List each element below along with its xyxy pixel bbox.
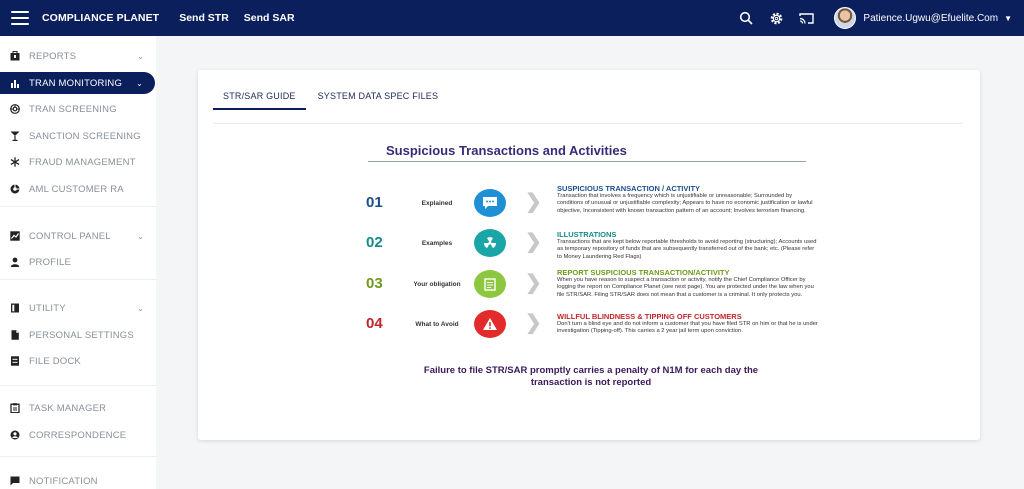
sidebar-item-label: FILE DOCK	[29, 355, 81, 367]
brand-title[interactable]: COMPLIANCE PLANET	[42, 12, 160, 24]
sidebar-item-label: TASK MANAGER	[29, 402, 107, 414]
row-description: Transaction that involves a frequency which is unjustifiable or unreasonable; Surrounded by conditions of unusual or unjustifiable complexity; Appears to have no economic justification or lawful objective, Inconsistent with known transaction pattern of an account; Involves terrorism financing.	[557, 193, 813, 214]
sidebar-item-label: NOTIFICATION	[29, 475, 98, 487]
sidebar-item-label: UTILITY	[29, 302, 66, 314]
sidebar-item-label: CONTROL PANEL	[29, 230, 111, 242]
chevron-right-icon: ❯	[525, 231, 542, 253]
document-icon	[474, 270, 506, 298]
sidebar-item-utility[interactable]	[0, 297, 156, 319]
chevron-right-icon: ❯	[525, 191, 542, 213]
sidebar-divider	[0, 279, 156, 280]
send-sar-link[interactable]: Send SAR	[243, 12, 295, 24]
aperture-icon	[10, 184, 20, 194]
chart-icon	[10, 78, 20, 88]
user-email[interactable]: Patience.Ugwu@Efuelite.Com	[863, 12, 999, 24]
person-icon	[10, 257, 20, 267]
chevron-down-icon[interactable]: ▼	[1004, 13, 1012, 23]
chevron-down-icon: ⌄	[137, 51, 144, 61]
row-description: Don't turn a blind eye and do not inform a customer that you have filed STR on him or that he is under investigation (Tipping-off). This carries a 2 year jail term upon conviction.	[557, 321, 818, 335]
sidebar-item-profile[interactable]	[0, 251, 156, 273]
send-str-link[interactable]: Send STR	[179, 12, 229, 24]
title-underline	[368, 161, 806, 162]
row-label: Explained	[421, 200, 453, 207]
sidebar-item-label: PROFILE	[29, 256, 72, 268]
row-description: Transactions that are kept below reportable thresholds to avoid reporting (structuring); Accounts used as temporary repository of funds that are subsequently transferred out of the bank; etc. (Please refer to Money Laundering Red Flags)	[557, 239, 817, 260]
sidebar-item-label: FRAUD MANAGEMENT	[29, 156, 136, 168]
sidebar-item-tran-monitoring[interactable]	[0, 72, 155, 94]
file-icon	[10, 330, 20, 340]
snowflake-icon	[10, 157, 20, 167]
row-heading: REPORT SUSPICIOUS TRANSACTION/ACTIVITY	[557, 268, 730, 277]
guide-card	[198, 70, 980, 440]
sidebar	[0, 36, 156, 489]
row-heading: WILLFUL BLINDNESS & TIPPING OFF CUSTOMERS	[557, 312, 742, 321]
row-number: 03	[366, 275, 383, 292]
row-number: 01	[366, 194, 383, 211]
sidebar-divider	[0, 456, 156, 457]
chat-bubble-icon	[474, 189, 506, 217]
top-bar-actions	[738, 0, 1024, 36]
aperture-icon	[10, 104, 20, 114]
sidebar-item-label: TRAN MONITORING	[29, 77, 123, 89]
chevron-down-icon: ⌄	[136, 78, 143, 88]
row-label: Your obligation	[413, 281, 461, 288]
sidebar-item-sanction-screening[interactable]	[0, 125, 156, 147]
tab-bar	[213, 85, 450, 110]
chat-icon	[10, 476, 20, 486]
archive-icon	[10, 356, 20, 366]
avatar[interactable]	[834, 7, 856, 29]
sidebar-item-label: AML CUSTOMER RA	[29, 183, 124, 195]
sidebar-item-label: TRAN SCREENING	[29, 103, 117, 115]
report-icon	[10, 51, 20, 61]
row-number: 04	[366, 315, 383, 332]
account-icon	[10, 430, 20, 440]
sidebar-item-aml-customer-ra[interactable]	[0, 178, 156, 200]
search-icon[interactable]	[738, 10, 754, 26]
row-heading: ILLUSTRATIONS	[557, 230, 617, 239]
tab-system-data-spec-files[interactable]: SYSTEM DATA SPEC FILES	[317, 91, 439, 101]
sidebar-item-task-manager[interactable]	[0, 397, 156, 419]
chevron-down-icon: ⌄	[137, 303, 144, 313]
glass-icon	[10, 131, 20, 141]
sidebar-item-label: CORRESPONDENCE	[29, 429, 127, 441]
sidebar-item-notification[interactable]	[0, 470, 156, 489]
sidebar-item-fraud-management[interactable]	[0, 151, 156, 173]
tab-str-sar-guide[interactable]: STR/SAR GUIDE	[213, 85, 306, 110]
chevron-right-icon: ❯	[525, 312, 542, 334]
infographic-title: Suspicious Transactions and Activities	[386, 143, 627, 158]
sidebar-item-file-dock[interactable]	[0, 350, 156, 372]
hamburger-menu-icon[interactable]	[11, 11, 29, 25]
row-heading: SUSPICIOUS TRANSACTION / ACTIVITY	[557, 184, 701, 193]
gear-icon[interactable]	[768, 10, 784, 26]
sidebar-item-reports[interactable]	[0, 45, 156, 67]
cast-icon[interactable]	[798, 10, 814, 26]
clipboard-icon	[10, 403, 20, 413]
sidebar-item-personal-settings[interactable]	[0, 324, 156, 346]
row-label: Examples	[421, 240, 453, 247]
row-description: When you have reason to suspect a transaction or activity, notify the Chief Compliance Officer by logging the report on Compliance Planet (see next page). You are protected under the law when you file STR/SAR. Filing STR/SAR does not mean that a customer is a criminal. It only protects you.	[557, 277, 814, 298]
sidebar-item-label: PERSONAL SETTINGS	[29, 329, 134, 341]
sidebar-item-label: SANCTION SCREENING	[29, 130, 141, 142]
sidebar-item-control-panel[interactable]	[0, 225, 156, 247]
row-label: What to Avoid	[415, 321, 459, 328]
radiation-icon	[474, 229, 506, 257]
book-icon	[10, 303, 20, 313]
chevron-right-icon: ❯	[525, 272, 542, 294]
top-bar	[0, 0, 1024, 36]
sidebar-divider	[0, 206, 156, 207]
sidebar-divider	[0, 385, 156, 386]
sidebar-item-correspondence[interactable]	[0, 424, 156, 446]
warning-icon	[474, 310, 506, 338]
chevron-down-icon: ⌄	[137, 231, 144, 241]
penalty-notice: Failure to file STR/SAR promptly carries a penalty of N1M for each day the transaction is not reported	[423, 365, 759, 388]
tab-divider	[213, 123, 963, 124]
sidebar-item-tran-screening[interactable]	[0, 98, 156, 120]
row-number: 02	[366, 234, 383, 251]
sidebar-item-label: REPORTS	[29, 50, 77, 62]
trend-icon	[10, 231, 20, 241]
